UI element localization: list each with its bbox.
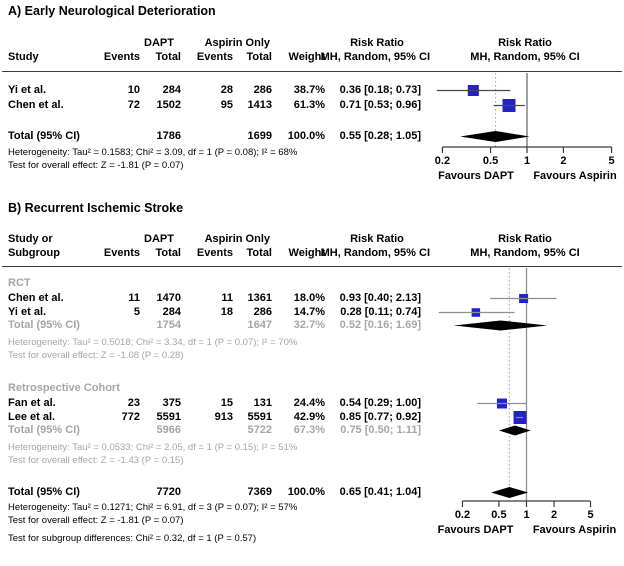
panel-a-header-dapt: DAPT — [144, 37, 174, 49]
panel-b-cell-risk-ratio-3: 0.52 [0.16; 1.69] — [339, 319, 421, 331]
panel-b-cell-risk-ratio-9: 0.75 [0.50; 1.11] — [340, 424, 421, 436]
panel-b-header-total-aspirin: Total — [246, 247, 272, 259]
panel-b-row-label-fan-et-al-7: Fan et al. — [8, 397, 56, 409]
panel-a-cell-risk-ratio-0: 0.36 [0.18; 0.73] — [339, 84, 421, 96]
panel-b-cell-events-dapt-7: 23 — [127, 397, 140, 409]
panel-b-cell-total-aspirin-3: 1647 — [247, 319, 272, 331]
panel-b-cell-events-aspirin-7: 15 — [220, 397, 233, 409]
panel-a-header-aspirin-only: Aspirin Only — [204, 37, 270, 49]
panel-b-cell-total-dapt-9: 5966 — [156, 424, 181, 436]
panel-a-tick-label-1: 1 — [523, 155, 531, 168]
panel-a-stat-line-3: Heterogeneity: Tau² = 0.1583; Chi² = 3.09, df = 1 (P = 0.08); I² = 68% — [8, 147, 298, 158]
panel-a-tick-label-0.2: 0.2 — [434, 155, 451, 168]
panel-b-header-weight: Weight — [288, 247, 325, 259]
panel-b-diamond-overall — [491, 487, 528, 498]
panel-b-cell-risk-ratio-7: 0.54 [0.29; 1.00] — [339, 397, 421, 409]
panel-b-cell-total-dapt-2: 284 — [162, 306, 181, 318]
panel-a-header-mh-random-table: MH, Random, 95% CI — [320, 51, 430, 63]
panel-b-cell-total-aspirin-2: 286 — [253, 306, 272, 318]
panel-a-cell-risk-ratio-2: 0.55 [0.28; 1.05] — [339, 130, 421, 142]
panel-a-header-events-dapt: Events — [103, 51, 140, 63]
panel-b-cell-weight-7: 24.4% — [293, 397, 325, 409]
panel-b-header-events-aspirin: Events — [196, 247, 233, 259]
panel-a-cell-weight-0: 38.7% — [293, 84, 325, 96]
panel-a-header-risk-ratio-plot: Risk Ratio — [498, 37, 552, 49]
panel-a-cell-total-dapt-1: 1502 — [156, 99, 181, 111]
panel-a-cell-weight-2: 100.0% — [287, 130, 325, 142]
panel-a-favours-left-label: Favours DAPT — [438, 170, 514, 183]
panel-b-header-total-dapt: Total — [155, 247, 181, 259]
panel-b-cell-risk-ratio-8: 0.85 [0.77; 0.92] — [339, 411, 421, 423]
panel-b-header-risk-ratio-plot: Risk Ratio — [498, 233, 552, 245]
panel-a-favours-right-label: Favours Aspirin — [533, 170, 617, 183]
panel-a-cell-weight-1: 61.3% — [293, 99, 325, 111]
panel-a-cell-total-aspirin-2: 1699 — [247, 130, 272, 142]
panel-b-row-label-total-95-ci-9: Total (95% CI) — [8, 424, 80, 436]
panel-b-cell-events-dapt-1: 11 — [128, 292, 140, 304]
panel-b-cell-total-dapt-8: 5591 — [156, 411, 181, 423]
panel-b-tick-label-0.2: 0.2 — [454, 509, 471, 522]
panel-b-tick-label-2: 2 — [551, 509, 558, 522]
panel-b-cell-total-dapt-1: 1470 — [156, 292, 181, 304]
panel-b-tick-label-5: 5 — [587, 509, 594, 522]
panel-a-header-study: Study — [8, 51, 39, 63]
panel-b-subgroup-label-rct: RCT — [8, 277, 31, 289]
panel-b-header-mh-random-table: MH, Random, 95% CI — [320, 247, 430, 259]
panel-b-header-aspirin-only: Aspirin Only — [204, 233, 270, 245]
panel-a-header-total-aspirin: Total — [246, 51, 272, 63]
panel-b-stat-line-11: Test for overall effect: Z = -1.43 (P = 0.15) — [8, 455, 184, 466]
panel-b-cell-total-aspirin-8: 5591 — [247, 411, 272, 423]
panel-a-cell-total-dapt-0: 284 — [162, 84, 181, 96]
panel-a-cell-risk-ratio-1: 0.71 [0.53; 0.96] — [339, 99, 421, 111]
panel-b-diamond-subtotal-3 — [454, 321, 548, 331]
panel-b-header-dapt: DAPT — [144, 233, 174, 245]
panel-b-cell-events-dapt-2: 5 — [133, 306, 140, 318]
panel-b-stat-line-13: Heterogeneity: Tau² = 0.1271; Chi² = 6.91, df = 3 (P = 0.07); I² = 57% — [8, 502, 298, 513]
panel-a-cell-events-dapt-0: 10 — [127, 84, 140, 96]
panel-a-tick-label-0.5: 0.5 — [482, 155, 499, 168]
panel-a-cell-events-dapt-1: 72 — [127, 99, 140, 111]
panel-b-cell-weight-3: 32.7% — [293, 319, 325, 331]
panel-b-cell-risk-ratio-12: 0.65 [0.41; 1.04] — [339, 486, 421, 498]
panel-b-cell-events-aspirin-1: 11 — [221, 292, 233, 304]
panel-b-header-mh-random-plot: MH, Random, 95% CI — [470, 247, 580, 259]
panel-a-row-label-total-95-ci-2: Total (95% CI) — [8, 130, 80, 142]
panel-a-header-events-aspirin: Events — [196, 51, 233, 63]
panel-b-row-label-total-95-ci-12: Total (95% CI) — [8, 486, 80, 498]
panel-b-header-study-or: Study or — [8, 233, 53, 245]
panel-a-header-risk-ratio-table: Risk Ratio — [350, 37, 404, 49]
panel-a-cell-events-aspirin-0: 28 — [220, 84, 233, 96]
panel-a-cell-total-aspirin-1: 1413 — [247, 99, 272, 111]
panel-a-header-mh-random-plot: MH, Random, 95% CI — [470, 51, 580, 63]
panel-b-header-events-dapt: Events — [103, 247, 140, 259]
panel-b-cell-events-aspirin-8: 913 — [214, 411, 233, 423]
panel-b-cell-weight-9: 67.3% — [293, 424, 325, 436]
panel-a-cell-total-dapt-2: 1786 — [156, 130, 181, 142]
panel-a-diamond-overall — [460, 131, 529, 142]
panel-b-row-label-lee-et-al-8: Lee et al. — [8, 411, 56, 423]
panel-b-cell-total-dapt-12: 7720 — [156, 486, 181, 498]
panel-a-header-total-dapt: Total — [155, 51, 181, 63]
panel-a-cell-total-aspirin-0: 286 — [253, 84, 272, 96]
panel-b-tick-label-1: 1 — [523, 509, 530, 522]
panel-a-row-label-chen-et-al-1: Chen et al. — [8, 99, 64, 111]
panel-a-cell-events-aspirin-1: 95 — [220, 99, 233, 111]
panel-b-cell-weight-1: 18.0% — [293, 292, 325, 304]
panel-b-stat-line-14: Test for overall effect: Z = -1.81 (P = 0.07) — [8, 515, 184, 526]
panel-b-cell-risk-ratio-2: 0.28 [0.11; 0.74] — [340, 306, 421, 318]
panel-b-subgroup-label-retrospective-cohort: Retrospective Cohort — [8, 382, 120, 394]
panel-b-cell-total-aspirin-9: 5722 — [247, 424, 272, 436]
panel-b-row-label-chen-et-al-1: Chen et al. — [8, 292, 64, 304]
panel-b-cell-weight-12: 100.0% — [287, 486, 325, 498]
panel-b-title: B) Recurrent Ischemic Stroke — [8, 201, 184, 215]
panel-a-row-label-yi-et-al-0: Yi et al. — [8, 84, 47, 96]
panel-b-cell-weight-8: 42.9% — [293, 411, 325, 423]
panel-b-cell-total-aspirin-12: 7369 — [247, 486, 272, 498]
panel-b-header-risk-ratio-table: Risk Ratio — [350, 233, 404, 245]
panel-b-cell-total-aspirin-1: 1361 — [247, 292, 272, 304]
panel-b-favours-left-label: Favours DAPT — [437, 524, 514, 537]
panel-b-cell-events-aspirin-2: 18 — [220, 306, 233, 318]
panel-a-tick-label-5: 5 — [608, 155, 615, 168]
panel-b-cell-total-dapt-3: 1754 — [156, 319, 181, 331]
panel-b-tick-label-0.5: 0.5 — [491, 509, 507, 522]
panel-a-stat-line-4: Test for overall effect: Z = -1.81 (P = 0.07) — [8, 160, 184, 171]
panel-b-favours-right-label: Favours Aspirin — [532, 524, 617, 537]
panel-b-row-label-total-95-ci-3: Total (95% CI) — [8, 319, 80, 331]
panel-b-cell-events-dapt-8: 772 — [121, 411, 140, 423]
panel-b-row-label-yi-et-al-2: Yi et al. — [8, 306, 47, 318]
panel-b-header-subgroup: Subgroup — [8, 247, 60, 259]
panel-b-stat-line-4: Heterogeneity: Tau² = 0.5018; Chi² = 3.34, df = 1 (P = 0.07); I² = 70% — [8, 337, 298, 348]
panel-a-header-weight: Weight — [288, 51, 325, 63]
panel-b-stat-line-5: Test for overall effect: Z = -1.08 (P = 0.28) — [8, 350, 184, 361]
panel-b-cell-weight-2: 14.7% — [293, 306, 325, 318]
panel-b-stat-line-15: Test for subgroup differences: Chi² = 0.32, df = 1 (P = 0.57) — [8, 533, 257, 544]
panel-a-tick-label-2: 2 — [560, 155, 567, 168]
panel-b-stat-line-10: Heterogeneity: Tau² = 0.0533; Chi² = 2.05, df = 1 (P = 0.15); I² = 51% — [8, 442, 298, 453]
panel-a-title: A) Early Neurological Deterioration — [8, 4, 216, 18]
panel-b-cell-total-dapt-7: 375 — [162, 397, 181, 409]
panel-b-cell-total-aspirin-7: 131 — [253, 397, 272, 409]
panel-b-cell-risk-ratio-1: 0.93 [0.40; 2.13] — [339, 292, 421, 304]
